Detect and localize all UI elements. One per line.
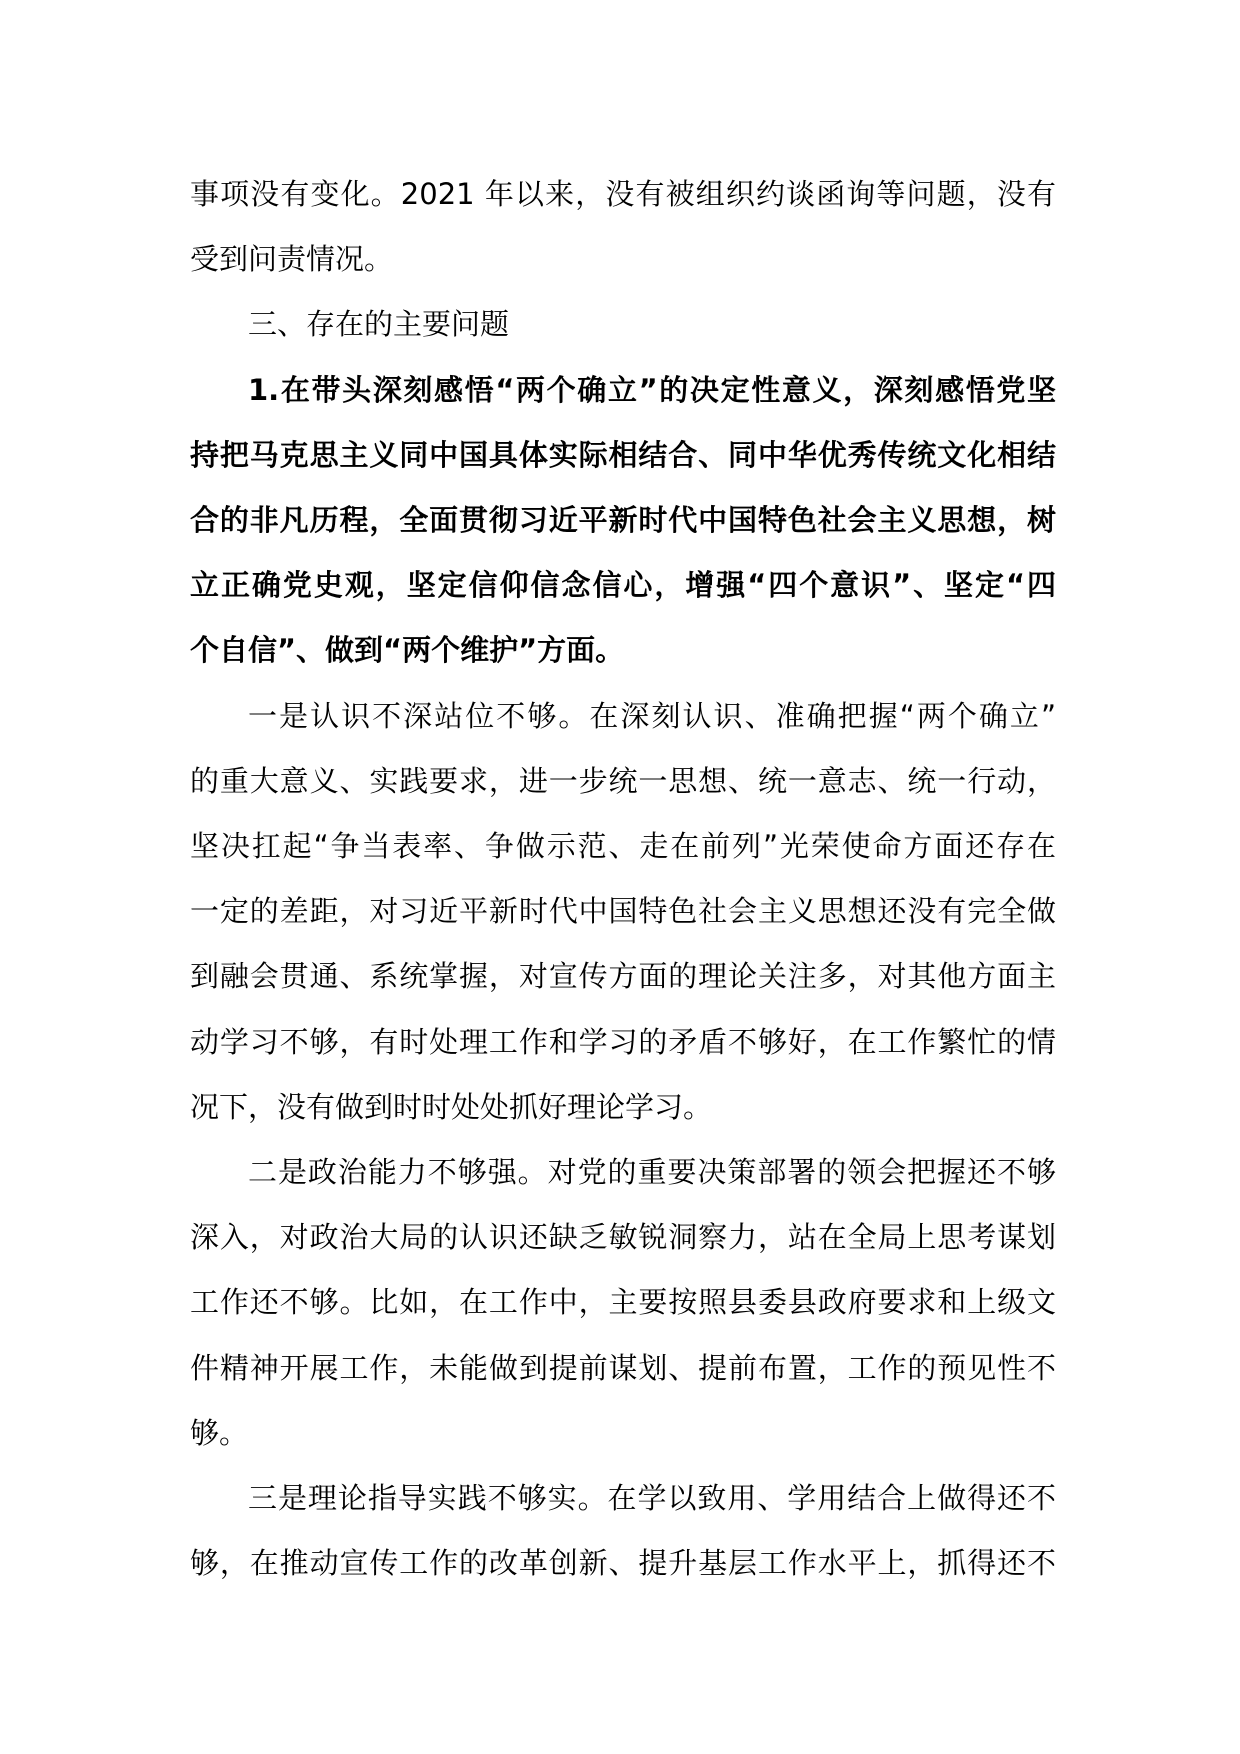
text-line: 的重大意义、实践要求，进一步统一思想、统一意志、统一行动，: [190, 763, 1056, 798]
paragraph-point-one: [190, 684, 1056, 1140]
paragraph-continuation: [190, 162, 1056, 292]
text-line: 一是认识不深站位不够。在深刻认识、准确把握“两个确立”: [248, 698, 1056, 733]
text-line: 况下，没有做到时时处处抓好理论学习。: [190, 1089, 713, 1124]
text-line: 受到问责情况。: [190, 242, 394, 277]
text-line: 1.在带头深刻感悟“两个确立”的决定性意义，深刻感悟党坚: [248, 372, 1056, 407]
text-line: 深入，对政治大局的认识还缺乏敏锐洞察力，站在全局上思考谋划: [190, 1220, 1056, 1255]
paragraph-point-three: [190, 1466, 1056, 1596]
bold-subheading: [190, 358, 1056, 684]
text-line: 个自信”、做到“两个维护”方面。: [190, 633, 625, 668]
text-line: 够，在推动宣传工作的改革创新、提升基层工作水平上，抓得还不: [190, 1546, 1056, 1581]
text-line: 二是政治能力不够强。对党的重要决策部署的领会把握还不够: [248, 1155, 1056, 1190]
text-line: 合的非凡历程，全面贯彻习近平新时代中国特色社会主义思想，树: [190, 503, 1056, 538]
text-line: 事项没有变化。2021 年以来，没有被组织约谈函询等问题，没有: [190, 177, 1056, 211]
paragraph-point-two: [190, 1140, 1056, 1466]
text-line: 持把马克思主义同中国具体实际相结合、同中华优秀传统文化相结: [190, 437, 1056, 472]
text-line: 够。: [190, 1415, 249, 1450]
text-line: 件精神开展工作，未能做到提前谋划、提前布置，工作的预见性不: [190, 1350, 1056, 1385]
text-line: 动学习不够，有时处理工作和学习的矛盾不够好，在工作繁忙的情: [190, 1024, 1056, 1059]
section-heading: [190, 292, 1056, 357]
text-line: 坚决扛起“争当表率、争做示范、走在前列”光荣使命方面还存在: [190, 829, 1056, 864]
text-line: 一定的差距，对习近平新时代中国特色社会主义思想还没有完全做: [190, 894, 1056, 929]
section-heading-text: 三、存在的主要问题: [248, 307, 510, 342]
text-line: 三是理论指导实践不够实。在学以致用、学用结合上做得还不: [248, 1481, 1056, 1516]
document-page: [190, 162, 1056, 1596]
text-line: 立正确党史观，坚定信仰信念信心，增强“四个意识”、坚定“四: [190, 568, 1056, 603]
text-line: 工作还不够。比如，在工作中，主要按照县委县政府要求和上级文: [190, 1285, 1056, 1320]
text-line: 到融会贯通、系统掌握，对宣传方面的理论关注多，对其他方面主: [190, 959, 1056, 994]
